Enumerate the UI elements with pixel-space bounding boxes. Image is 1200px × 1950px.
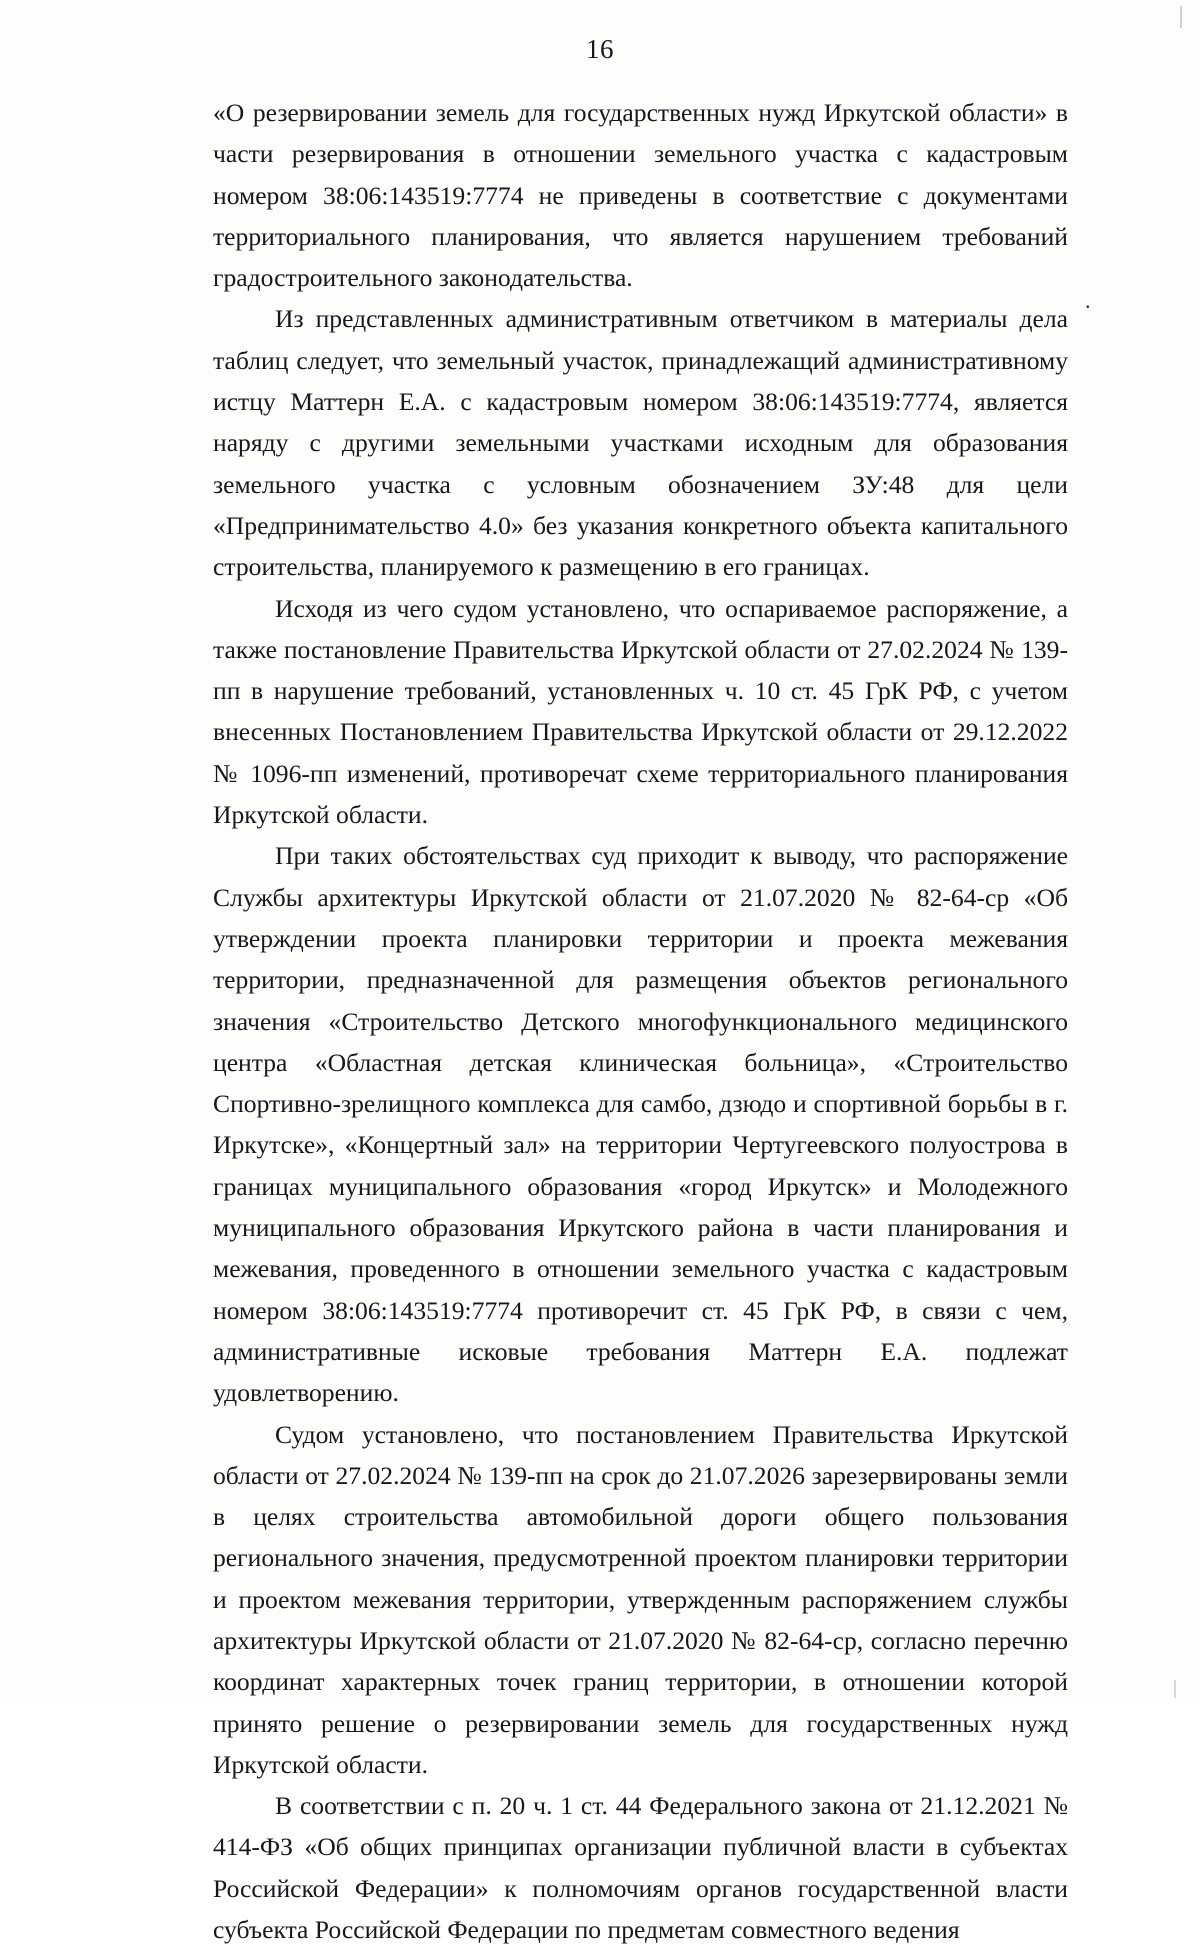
- document-body: [213, 92, 1068, 1950]
- page-edge-mark-top: [1154, 6, 1182, 28]
- paragraph-1: «О резервировании земель для государственных нужд Иркутской области» в части резервирования в отношении земельного участка с кадастровым номером 38:06:143519:7774 не приведены в соответствие с документами территориального планирования, что является нарушением требований градостроительного законодательства.: [213, 98, 1068, 293]
- page-number: 16: [586, 34, 614, 64]
- paragraph-4: При таких обстоятельствах суд приходит к выводу, что распоряжение Службы архитектуры Иркутской области от 21.07.2020 № 82-64-ср «Об утверждении проекта планировки территории и проекта межевания территории, предназначенной для размещения объектов регионального значения «Строительство Детского многофункционального медицинского центра «Областная детская клиническая больница», «Строительство Спортивно-зрелищного комплекса для самбо, дзюдо и спортивной борьбы в г. Иркутске», «Концертный зал» на территории Чертугеевского полуострова в границах муниципального образования «город Иркутск» и Молодежного муниципального образования Иркутского района в части планирования и межевания, проведенного в отношении земельного участка с кадастровым номером 38:06:143519:7774 противоречит ст. 45 ГрК РФ, в связи с чем, административные исковые требования Маттерн Е.А. подлежат удовлетворению.: [213, 841, 1068, 1408]
- page-edge-mark-bottom: [1152, 1680, 1176, 1698]
- paragraph-6: В соответствии с п. 20 ч. 1 ст. 44 Федерального закона от 21.12.2021 № 414-ФЗ «Об общих принципах организации публичной власти в субъектах Российской Федерации» к полномочиям органов государственной власти субъекта Российской Федерации по предметам совместного ведения: [213, 1791, 1068, 1945]
- paragraph-5: Судом установлено, что постановлением Правительства Иркутской области от 27.02.2024 № 139-пп на срок до 21.07.2026 зарезервированы земли в целях строительства автомобильной дороги общего пользования регионального значения, предусмотренной проектом планировки территории и проектом межевания территории, утвержденным распоряжением службы архитектуры Иркутской области от 21.07.2020 № 82-64-ср, согласно перечню координат характерных точек границ территории, в отношении которой принято решение о резервировании земель для государственных нужд Иркутской области.: [213, 1419, 1068, 1779]
- paragraph-3: Исходя из чего судом установлено, что оспариваемое распоряжение, а также постановление Правительства Иркутской области от 27.02.2024 № 139-пп в нарушение требований, установленных ч. 10 ст. 45 ГрК РФ, с учетом внесенных Постановлением Правительства Иркутской области от 29.12.2022 № 1096-пп изменений, противоречат схеме территориального планирования Иркутской области.: [213, 593, 1068, 830]
- paragraph-2: Из представленных административным ответчиком в материалы дела таблиц следует, что земельный участок, принадлежащий административному истцу Маттерн Е.А. с кадастровым номером 38:06:143519:7774, является наряду с другими земельными участками исходным для образования земельного участка с условным обозначением ЗУ:48 для цели «Предпринимательство 4.0» без указания конкретного объекта капитального строительства, планируемого к размещению в его границах.: [213, 304, 1068, 582]
- margin-stray-mark: .: [1085, 288, 1091, 313]
